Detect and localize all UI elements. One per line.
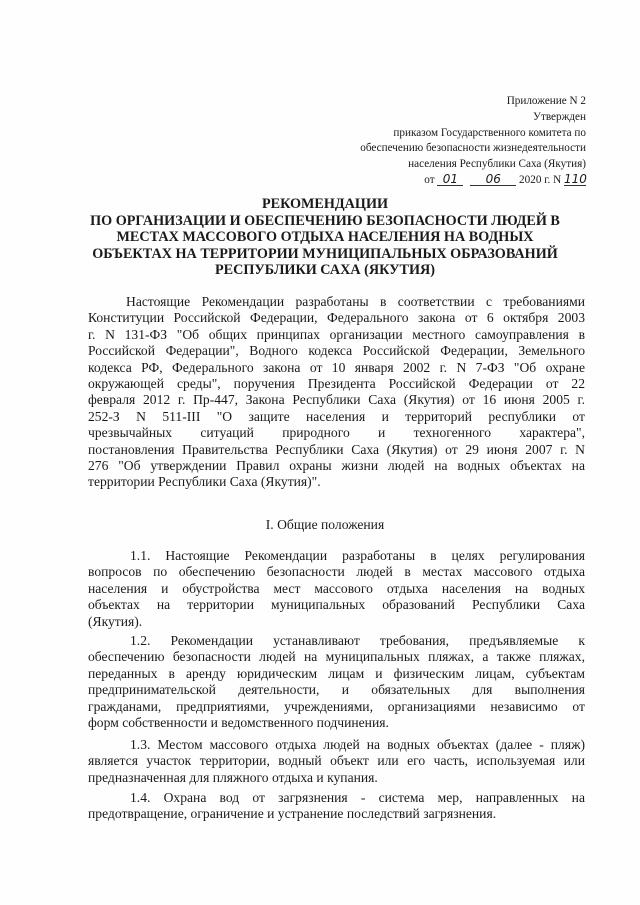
- approval-block: [296, 94, 586, 189]
- date-prefix: от: [424, 173, 435, 186]
- clause-1-1: [88, 548, 585, 630]
- text-line: 1.4. Охрана вод от загрязнения - система мер, направленных на: [130, 790, 585, 805]
- approval-date-line: [296, 173, 586, 189]
- text-line: предотвращение, ограничение и устранение последствий загрязнения.: [88, 806, 497, 822]
- handwritten-day: 01: [437, 173, 463, 186]
- text-line: окружающей среды", поручения Президента Российской Федерации от 22: [88, 375, 585, 391]
- text-line: постановления Правительства Республики Саха (Якутия) от 29 июня 2007 г. N: [88, 441, 585, 457]
- text-line: 276 "Об утверждении Правил охраны жизни людей на водных объектах на: [88, 457, 585, 473]
- clause-1-3: [88, 737, 585, 786]
- approval-order-line: приказом Государственного комитета по: [393, 126, 586, 139]
- title-line: РЕКОМЕНДАЦИИ: [261, 196, 389, 212]
- text-line: 1.3. Местом массового отдыха людей на водных объектах (далее - пляж): [130, 737, 585, 752]
- text-line: 252-З N 511-III "О защите населения и территорий республики от: [88, 408, 585, 424]
- title-line: ОБЪЕКТАХ НА ТЕРРИТОРИИ МУНИЦИПАЛЬНЫХ ОБРАЗОВАНИЙ: [92, 245, 558, 262]
- text-line: вопросов по обеспечению безопасности людей в местах массового отдыха: [88, 564, 585, 580]
- text-line: является участок территории, водный объект или его часть, используемая или: [88, 753, 585, 769]
- text-line: 1.1. Настоящие Рекомендации разработаны в целях регулирования: [130, 548, 585, 563]
- text-line: переданных в аренду юридическим лицам и физическим лицам, субъектам: [88, 665, 585, 681]
- title-line: ПО ОРГАНИЗАЦИИ И ОБЕСПЕЧЕНИЮ БЕЗОПАСНОСТИ ЛЮДЕЙ В: [90, 212, 560, 229]
- text-line: территории Республики Саха (Якутия)".: [88, 474, 321, 490]
- title-line: МЕСТАХ МАССОВОГО ОТДЫХА НАСЕЛЕНИЯ НА ВОДНЫХ: [116, 229, 534, 246]
- handwritten-month: 06: [470, 173, 516, 186]
- text-line: предпринимательской деятельности, и обязательных для выполнения: [88, 682, 585, 698]
- text-line: обеспечению безопасности людей на муниципальных пляжах, а также пляжах,: [88, 649, 585, 665]
- text-line: Конституции Российской Федерации, Федерального закона от 6 октября 2003: [88, 310, 585, 326]
- title-line: РЕСПУБЛИКИ САХА (ЯКУТИЯ): [214, 262, 435, 279]
- text-line: кодекса РФ, Федерального закона от 10 января 2002 г. N 7-ФЗ "Об охране: [88, 359, 585, 375]
- appendix-number: Приложение N 2: [506, 95, 586, 107]
- text-line: г. N 131-ФЗ "Об общих принципах организации местного самоуправления в: [88, 326, 585, 342]
- intro-paragraph: [88, 294, 585, 491]
- text-line: объектах на территории муниципальных образований Республики Саха: [88, 597, 585, 613]
- document-title: [70, 196, 580, 279]
- clause-1-4: [88, 790, 585, 823]
- text-line: Настоящие Рекомендации разработаны в соответствии с требованиями: [126, 294, 585, 309]
- text-line: населения и обустройства мест массового отдыха населения на водных: [88, 580, 585, 596]
- text-line: гражданами, предприятиями, учреждениями, организациями независимо от: [88, 698, 585, 714]
- clause-1-2: [88, 633, 585, 731]
- handwritten-order-number: 110: [564, 171, 587, 186]
- text-line: февраля 2012 г. Пр-447, Закона Республики Саха (Якутия) от 16 июня 2005 г.: [88, 392, 585, 408]
- section-heading: I. Общие положения: [265, 517, 385, 532]
- text-line: предназначенная для пляжного отдыха и купания.: [88, 769, 378, 785]
- text-line: 1.2. Рекомендации устанавливают требования, предъявляемые к: [130, 633, 585, 648]
- text-line: Российской Федерации", Водного кодекса Российской Федерации, Земельного: [88, 343, 585, 359]
- approval-committee-line: обеспечению безопасности жизнедеятельности: [360, 142, 586, 155]
- approval-region-line: населения Республики Саха (Якутия): [408, 158, 586, 171]
- approved-label: Утвержден: [533, 110, 586, 123]
- text-line: форм собственности и ведомственного подчинения.: [88, 714, 389, 730]
- text-line: чрезвычайных ситуаций природного и техногенного характера",: [88, 425, 585, 441]
- date-year: 2020 г. N: [519, 173, 562, 186]
- text-line: (Якутия).: [88, 613, 143, 629]
